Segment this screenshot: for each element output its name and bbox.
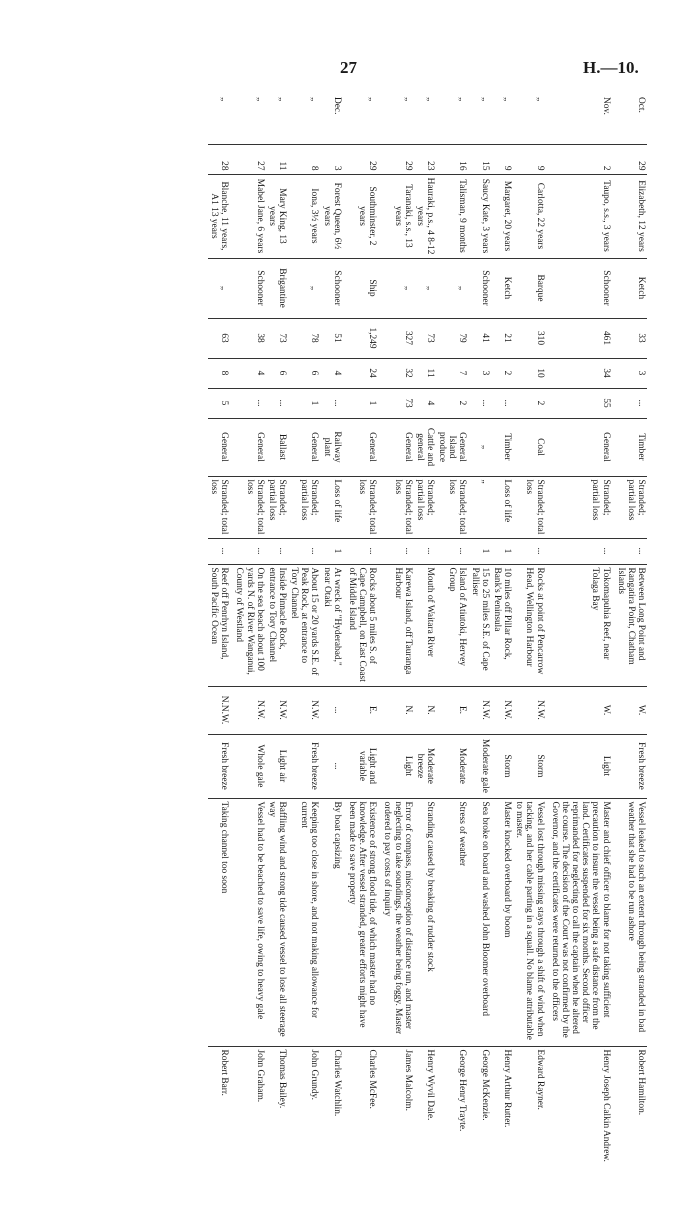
cell-wind: N.W. <box>513 686 548 734</box>
cell-pass: ... <box>615 388 647 418</box>
cell-master: Henry Arthur Rutter. <box>491 1046 513 1214</box>
cell-day: 8 <box>288 144 320 174</box>
cell-cargo: General <box>549 418 615 476</box>
cell-lives: ... <box>513 538 548 564</box>
cell-pass: ... <box>266 388 288 418</box>
cell-vessel: Taranaki, s.s., 13 years <box>381 174 413 258</box>
cell-cargo: General <box>288 418 320 476</box>
cell-day: 16 <box>436 144 468 174</box>
cell-tons: 41 <box>469 318 491 358</box>
cell-wind: ... <box>320 686 345 734</box>
cell-lives: ... <box>549 538 615 564</box>
cell-wind: N.W. <box>266 686 288 734</box>
cell-master: Charles Watchlin. <box>320 1046 345 1214</box>
cell-master: Robert Hamilton. <box>615 1046 647 1214</box>
cell-nature: „ <box>469 476 491 538</box>
cell-place: Tokomapuhia Reef, near Tolaga Bay <box>549 564 615 686</box>
cell-wind: N.W. <box>233 686 265 734</box>
cell-master: George Henry Trayte. <box>436 1046 468 1214</box>
table-row <box>414 94 436 1214</box>
cell-tons: 38 <box>233 318 265 358</box>
cell-nature: Stranded; partial loss <box>549 476 615 538</box>
cell-nature: Stranded; total loss <box>346 476 381 538</box>
cell-tons: 461 <box>549 318 615 358</box>
cell-rig: Schooner <box>549 258 615 318</box>
cell-rig: „ <box>414 258 436 318</box>
cell-vessel: Margaret, 20 years <box>491 174 513 258</box>
cell-cause: Vessel had to be beached to save life, owing to heavy gale <box>233 798 265 1046</box>
cell-pass: 55 <box>549 388 615 418</box>
cell-month: „ <box>534 97 545 102</box>
cell-day: 9 <box>491 144 513 174</box>
cell-pass: 1 <box>288 388 320 418</box>
cell-vessel: Saucy Kate, 3 years <box>469 174 491 258</box>
cell-wind: E. <box>346 686 381 734</box>
cell-cargo: General <box>233 418 265 476</box>
cell-crew: 3 <box>615 358 647 388</box>
cell-master: Thomas Bailey. <box>266 1046 288 1214</box>
cell-master: Henry Wyvil Dale. <box>414 1046 436 1214</box>
cell-pass: 1 <box>346 388 381 418</box>
cell-day: 3 <box>320 144 345 174</box>
cell-pass: 4 <box>414 388 436 418</box>
cell-day: 29 <box>381 144 413 174</box>
cell-cause: Stranding caused by breaking of rudder stock <box>414 798 436 1046</box>
cell-lives: 1 <box>320 538 345 564</box>
cell-cause: Existence of strong flood tide, of which master had no knowledge. After vessel stranded, greater efforts might have been made to save property <box>346 798 381 1046</box>
cell-place: At wreck of "Hyderabad," near Otaki <box>320 564 345 686</box>
cell-place: Inside Pinnacle Rock, entrance to Tory Channel <box>266 564 288 686</box>
cell-rig: Schooner <box>469 258 491 318</box>
cell-month: „ <box>254 97 265 102</box>
cell-force: Light and variable <box>346 734 381 798</box>
cell-cargo: General <box>208 418 233 476</box>
cell-day: 11 <box>266 144 288 174</box>
cell-cargo: General Island produce <box>436 418 468 476</box>
cell-pass: ... <box>469 388 491 418</box>
cell-nature: Stranded; partial loss <box>414 476 436 538</box>
cell-crew: 11 <box>414 358 436 388</box>
table-row <box>469 94 491 1214</box>
cell-place: On the sea beach about 100 yards N. of River Wanganui, County of Westland <box>233 564 265 686</box>
cell-force: Fresh breeze <box>208 734 233 798</box>
cell-place: About 15 or 20 yards S.E. of Peak Rock, at entrance to Tory Channel <box>288 564 320 686</box>
cell-crew: 3 <box>469 358 491 388</box>
cell-vessel: Taupo, s.s., 3 years <box>549 174 615 258</box>
cell-wind: N. <box>381 686 413 734</box>
cell-day: 9 <box>513 144 548 174</box>
cell-month: „ <box>457 97 468 102</box>
cell-place: Karewa Island, off Tauranga Harbour <box>381 564 413 686</box>
cell-crew: 6 <box>266 358 288 388</box>
cell-pass: 2 <box>436 388 468 418</box>
cell-rig: „ <box>381 258 413 318</box>
cell-force: Fresh breeze <box>288 734 320 798</box>
cell-rig: Ketch <box>615 258 647 318</box>
cell-pass: ... <box>491 388 513 418</box>
cell-rig: „ <box>288 258 320 318</box>
cell-crew: 4 <box>320 358 345 388</box>
cell-month: Nov. <box>600 97 611 115</box>
cell-nature: Stranded; partial loss <box>288 476 320 538</box>
cell-cause: Vessel lost through missing stays through a shift of wind when tacking, and her cable parting in a squall. No blame attributable to master. <box>513 798 548 1046</box>
cell-tons: 51 <box>320 318 345 358</box>
cell-master: John Grundy. <box>288 1046 320 1214</box>
cell-pass: 2 <box>513 388 548 418</box>
cell-wind: N.W. <box>469 686 491 734</box>
cell-tons: 327 <box>381 318 413 358</box>
cell-tons: 33 <box>615 318 647 358</box>
cell-vessel: Mary King, 13 years <box>266 174 288 258</box>
cell-nature: Stranded; partial loss <box>266 476 288 538</box>
cell-lives: ... <box>266 538 288 564</box>
cell-crew: 24 <box>346 358 381 388</box>
cell-crew: 34 <box>549 358 615 388</box>
cell-lives: 1 <box>469 538 491 564</box>
cell-nature: Stranded; total loss <box>436 476 468 538</box>
cell-cause: Taking channel too soon <box>208 798 233 1046</box>
cell-master: Charles McFee. <box>346 1046 381 1214</box>
table-row <box>233 94 265 1214</box>
cell-force: Light <box>381 734 413 798</box>
cell-month: „ <box>402 97 413 102</box>
cell-nature: Loss of life <box>491 476 513 538</box>
cell-force: Storm <box>491 734 513 798</box>
cell-rig: Barque <box>513 258 548 318</box>
cell-rig: Brigantine <box>266 258 288 318</box>
table-row <box>549 94 615 1214</box>
cell-rig: Schooner <box>320 258 345 318</box>
cell-nature: Loss of life <box>320 476 345 538</box>
cell-master: James Malcolm. <box>381 1046 413 1214</box>
cell-place: Island of Atiutoki, Hervey Group <box>436 564 468 686</box>
cell-rig: Ketch <box>491 258 513 318</box>
cell-lives: ... <box>288 538 320 564</box>
cell-rig: Ship <box>346 258 381 318</box>
cell-tons: 310 <box>513 318 548 358</box>
cell-force: Light <box>549 734 615 798</box>
table-row <box>491 94 513 1214</box>
cell-force: Moderate gale <box>469 734 491 798</box>
cell-cargo: Cattle and general <box>414 418 436 476</box>
cell-tons: 73 <box>414 318 436 358</box>
cell-force: Light air <box>266 734 288 798</box>
cell-wind: N.W. <box>288 686 320 734</box>
cell-crew: 4 <box>233 358 265 388</box>
cell-month: „ <box>309 97 320 102</box>
cell-cause: By boat capsizing <box>320 798 345 1046</box>
cell-master: Edward Rayner. <box>513 1046 548 1214</box>
cell-lives: ... <box>381 538 413 564</box>
cell-tons: 78 <box>288 318 320 358</box>
cell-cause: Stress of weather <box>436 798 468 1046</box>
cell-lives: ... <box>208 538 233 564</box>
cell-place: 10 miles off Pillar Rock, Bank's Peninsula <box>491 564 513 686</box>
cell-wind: W. <box>549 686 615 734</box>
cell-wind: E. <box>436 686 468 734</box>
cell-crew: 2 <box>491 358 513 388</box>
cell-vessel: Carlotta, 22 years <box>513 174 548 258</box>
cell-place: Rocks about 5 miles S. of Cape Campbell, on East Coast of Middle Island <box>346 564 381 686</box>
cell-cause: Master knocked overboard by boom <box>491 798 513 1046</box>
cell-wind: N.W. <box>491 686 513 734</box>
table-row <box>346 94 381 1214</box>
cell-month: „ <box>367 97 378 102</box>
page-number: 27 <box>340 58 357 77</box>
cell-month: Oct. <box>636 97 646 113</box>
cell-nature: Stranded; total loss <box>381 476 413 538</box>
cell-cause: Baffling wind and strong tide caused vessel to lose all steerage way <box>266 798 288 1046</box>
cell-pass: ... <box>233 388 265 418</box>
cell-vessel: Southminster, 2 years <box>346 174 381 258</box>
cell-place: Rocks at point of Pencarrow Head, Wellington Harbour <box>513 564 548 686</box>
cell-force: Storm <box>513 734 548 798</box>
table-row <box>513 94 548 1214</box>
cell-nature: Stranded; total loss <box>208 476 233 538</box>
cell-cargo: Ballast <box>266 418 288 476</box>
cell-day: 23 <box>414 144 436 174</box>
cell-tons: 79 <box>436 318 468 358</box>
cell-place: Between Long Point and Rangatira Point, Chatham Islands <box>615 564 647 686</box>
cell-rig: Schooner <box>233 258 265 318</box>
cell-place: Mouth of Waitara River <box>414 564 436 686</box>
cell-nature: Stranded; total loss <box>513 476 548 538</box>
cell-vessel: Hauraki, p.s., 4 8-12 years <box>414 174 436 258</box>
cell-day: 28 <box>208 144 233 174</box>
cell-pass: 5 <box>208 388 233 418</box>
casualty-table-region <box>54 94 647 1214</box>
cell-tons: 21 <box>491 318 513 358</box>
cell-month: „ <box>277 97 287 102</box>
cell-force: ... <box>320 734 345 798</box>
table-row <box>320 94 345 1214</box>
cell-month: „ <box>425 97 436 102</box>
cell-day: 2 <box>549 144 615 174</box>
cell-cargo: General <box>381 418 413 476</box>
table-row <box>615 94 647 1214</box>
cell-day: 15 <box>469 144 491 174</box>
cell-crew: 7 <box>436 358 468 388</box>
cell-cargo: „ <box>469 418 491 476</box>
cell-tons: 1,249 <box>346 318 381 358</box>
cell-cause: Master and chief officer to blame for not taking sufficient precaution to insure the vessel being a safe distance from the land. Certificates suspended for six months. Second officer reprimanded for neglecting to call the captain when he altered the course. The decision of the Court was not confirmed by the Governor, and the certificates were returned to the officers <box>549 798 615 1046</box>
cell-cause: Keeping too close in shore, and not making allowance for current <box>288 798 320 1046</box>
rotated-table-frame <box>54 94 647 1214</box>
cell-vessel: Forest Queen, 6½ years <box>320 174 345 258</box>
cell-month: Dec. <box>331 97 342 115</box>
cell-force: Moderate breeze <box>414 734 436 798</box>
cell-vessel: Blanche, 11 years, A1 13 years <box>208 174 233 258</box>
cell-pass: 73 <box>381 388 413 418</box>
cell-force: Fresh breeze <box>615 734 647 798</box>
cell-cause: Error of compass, misconception of distance run, and master neglecting to take soundings, the weather being foggy. Master ordered to pay costs of inquiry <box>381 798 413 1046</box>
cell-day: 29 <box>615 144 647 174</box>
cell-month: „ <box>502 97 513 102</box>
cell-vessel: Mabel Jane, 6 years <box>233 174 265 258</box>
cell-master: Henry Joseph Calkin Andrew. <box>549 1046 615 1214</box>
cell-rig: „ <box>436 258 468 318</box>
cell-cargo: General <box>346 418 381 476</box>
cell-crew: 10 <box>513 358 548 388</box>
cell-lives: 1 <box>491 538 513 564</box>
cell-force: Whole gale <box>233 734 265 798</box>
cell-lives: ... <box>346 538 381 564</box>
cell-day: 27 <box>233 144 265 174</box>
cell-month: „ <box>479 97 490 102</box>
cell-cargo: Timber <box>491 418 513 476</box>
table-row <box>381 94 413 1214</box>
cell-tons: 63 <box>208 318 233 358</box>
table-row <box>208 94 233 1214</box>
cell-nature: Stranded; total loss <box>233 476 265 538</box>
cell-cargo: Timber <box>615 418 647 476</box>
cell-wind: N. <box>414 686 436 734</box>
cell-vessel: Iona, 3½ years <box>288 174 320 258</box>
cell-cause: Vessel leaked to such an extent through being stranded in bad weather that she had to be run ashore <box>615 798 647 1046</box>
cell-lives: ... <box>615 538 647 564</box>
cell-master: George McKenzie. <box>469 1046 491 1214</box>
cell-master: John Graham. <box>233 1046 265 1214</box>
casualty-table <box>208 94 647 1214</box>
cell-wind: W. <box>615 686 647 734</box>
table-row <box>266 94 288 1214</box>
cell-crew: 6 <box>288 358 320 388</box>
cell-crew: 32 <box>381 358 413 388</box>
cell-master: Robert Barr. <box>208 1046 233 1214</box>
table-row <box>288 94 320 1214</box>
cell-vessel: Talisman, 9 months <box>436 174 468 258</box>
cell-rig: „ <box>208 258 233 318</box>
cell-force: Moderate <box>436 734 468 798</box>
cell-lives: ... <box>233 538 265 564</box>
table-row <box>436 94 468 1214</box>
cell-lives: ... <box>436 538 468 564</box>
cell-pass: ... <box>320 388 345 418</box>
document-reference: H.—10. <box>583 58 639 77</box>
cell-place: Reef off Penrhyn Island, South Pacific Ocean <box>208 564 233 686</box>
cell-tons: 73 <box>266 318 288 358</box>
cell-month: „ <box>219 97 230 102</box>
cell-vessel: Elizabeth, 12 years <box>615 174 647 258</box>
cell-nature: Stranded; partial loss <box>615 476 647 538</box>
cell-cargo: Coal <box>513 418 548 476</box>
cell-wind: N.N.W. <box>208 686 233 734</box>
cell-lives: ... <box>414 538 436 564</box>
cell-cargo: Railway plant <box>320 418 345 476</box>
cell-crew: 8 <box>208 358 233 388</box>
cell-place: 15 to 25 miles S.E. of Cape Palliser <box>469 564 491 686</box>
cell-cause: Sea broke on board and washed John Bloomer overboard <box>469 798 491 1046</box>
cell-day: 29 <box>346 144 381 174</box>
